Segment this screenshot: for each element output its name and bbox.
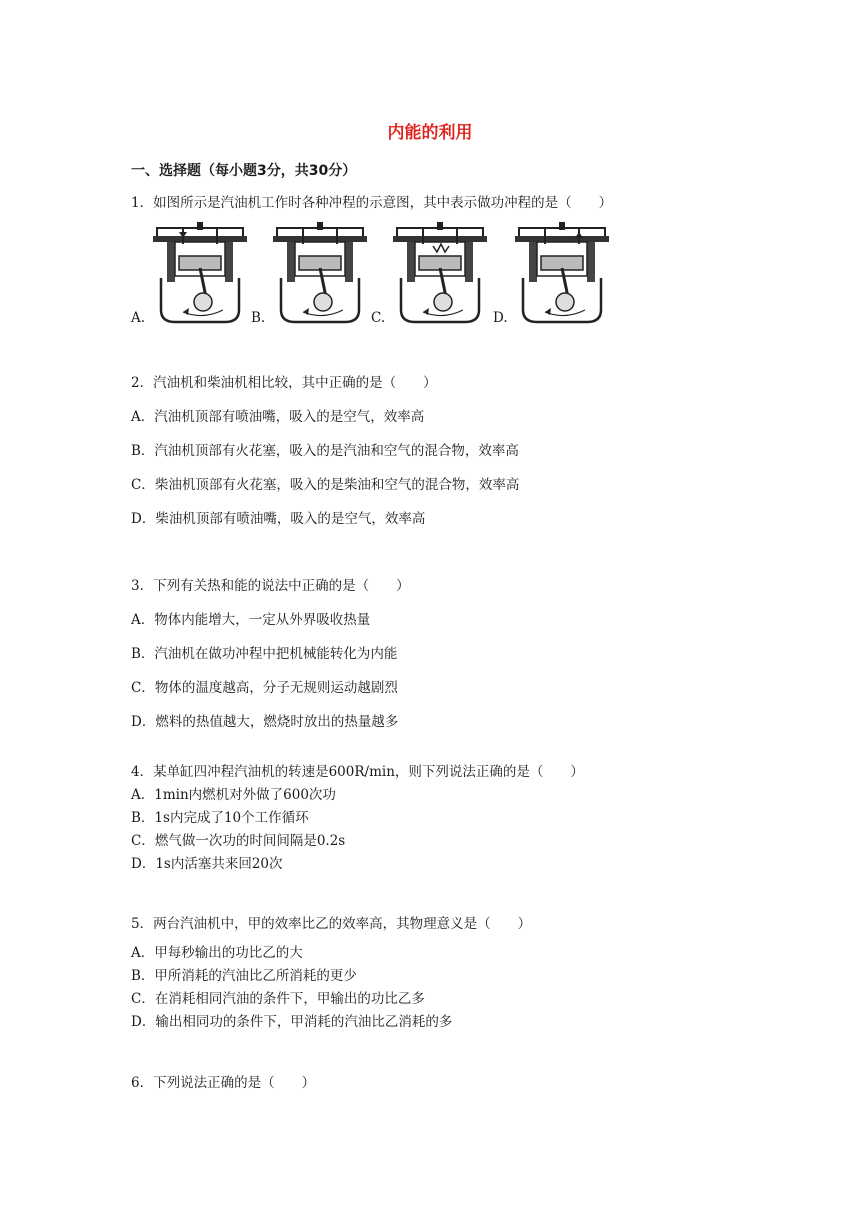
question-6-stem: 6．下列说法正确的是（ ） [131, 1075, 316, 1091]
question-2-option-d[interactable]: D．柴油机顶部有喷油嘴，吸入的是空气，效率高 [131, 511, 426, 527]
question-3-option-c[interactable]: C．物体的温度越高，分子无规则运动越剧烈 [131, 680, 398, 696]
question-5-option-a[interactable]: A．甲每秒输出的功比乙的大 [131, 945, 303, 961]
option-c-label: C. [371, 310, 386, 326]
engine-diagram-a [153, 222, 249, 324]
question-2-stem: 2．汽油机和柴油机相比较，其中正确的是（ ） [131, 375, 437, 391]
question-4-option-c[interactable]: C．燃气做一次功的时间间隔是0.2s [131, 833, 346, 849]
engine-diagram-c [393, 222, 489, 324]
question-1-figures [131, 222, 691, 332]
option-a-label: A. [131, 310, 146, 326]
question-1-stem: 1．如图所示是汽油机工作时各种冲程的示意图，其中表示做功冲程的是（ ） [131, 195, 613, 211]
option-d-label: D. [493, 310, 508, 326]
question-2-option-a[interactable]: A．汽油机顶部有喷油嘴，吸入的是空气，效率高 [131, 409, 425, 425]
question-4-option-d[interactable]: D．1s内活塞共来回20次 [131, 856, 283, 872]
question-5-option-d[interactable]: D．输出相同功的条件下，甲消耗的汽油比乙消耗的多 [131, 1014, 453, 1030]
question-4-option-b[interactable]: B．1s内完成了10个工作循环 [131, 810, 309, 826]
question-5-option-b[interactable]: B．甲所消耗的汽油比乙所消耗的更少 [131, 968, 357, 984]
question-5-stem: 5．两台汽油机中，甲的效率比乙的效率高，其物理意义是（ ） [131, 916, 532, 932]
question-3-option-a[interactable]: A．物体内能增大，一定从外界吸收热量 [131, 612, 371, 628]
question-4-option-a[interactable]: A．1min内燃机对外做了600次功 [131, 787, 336, 803]
engine-diagram-b [273, 222, 369, 324]
question-5-option-c[interactable]: C．在消耗相同汽油的条件下，甲输出的功比乙多 [131, 991, 425, 1007]
option-b-label: B. [251, 310, 266, 326]
engine-diagram-d [515, 222, 611, 324]
question-2-option-c[interactable]: C．柴油机顶部有火花塞，吸入的是柴油和空气的混合物，效率高 [131, 477, 520, 493]
page-title: 内能的利用 [387, 123, 473, 143]
question-3-option-d[interactable]: D．燃料的热值越大，燃烧时放出的热量越多 [131, 714, 399, 730]
question-3-stem: 3．下列有关热和能的说法中正确的是（ ） [131, 578, 410, 594]
question-2-option-b[interactable]: B．汽油机顶部有火花塞，吸入的是汽油和空气的混合物，效率高 [131, 443, 519, 459]
section-heading: 一、选择题（每小题3分，共30分） [131, 163, 357, 179]
question-4-stem: 4．某单缸四冲程汽油机的转速是600R/min，则下列说法正确的是（ ） [131, 764, 584, 780]
question-3-option-b[interactable]: B．汽油机在做功冲程中把机械能转化为内能 [131, 646, 398, 662]
